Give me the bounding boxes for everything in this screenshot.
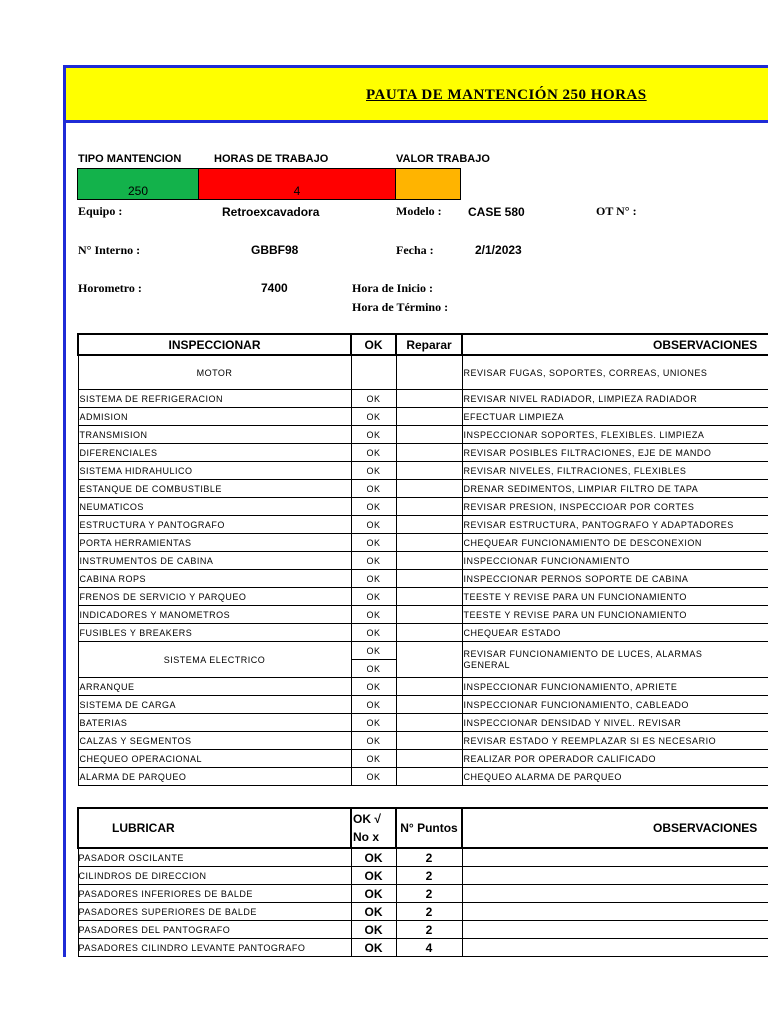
col-header-observaciones: OBSERVACIONES xyxy=(462,808,768,848)
repair-cell[interactable] xyxy=(396,696,462,714)
item-sistema-electrico: SISTEMA ELECTRICO xyxy=(78,642,351,678)
ok-cell[interactable]: OK xyxy=(351,732,396,750)
obs-cell: CHEQUEAR ESTADO xyxy=(462,624,768,642)
obs-cell: CHEQUEAR FUNCIONAMIENTO DE DESCONEXION xyxy=(462,534,768,552)
item-cell: CILINDROS DE DIRECCION xyxy=(78,867,351,885)
obs-line: GENERAL xyxy=(463,659,511,670)
repair-cell[interactable] xyxy=(396,768,462,786)
table-row xyxy=(78,516,768,534)
table-row xyxy=(78,678,768,696)
ok-cell[interactable]: OK xyxy=(351,921,396,939)
ok-legend: OK √ xyxy=(353,812,381,826)
ok-cell[interactable]: OK xyxy=(351,642,396,660)
ok-cell[interactable]: OK xyxy=(351,570,396,588)
ok-cell[interactable]: OK xyxy=(351,498,396,516)
no-legend: No x xyxy=(353,830,380,844)
ok-cell[interactable]: OK xyxy=(351,426,396,444)
obs-cell: INSPECCIONAR FUNCIONAMIENTO, CABLEADO xyxy=(462,696,768,714)
repair-cell[interactable] xyxy=(396,714,462,732)
obs-cell[interactable] xyxy=(462,903,768,921)
ok-cell[interactable]: OK xyxy=(351,444,396,462)
item-cell: INDICADORES Y MANOMETROS xyxy=(78,606,351,624)
points-cell: 2 xyxy=(396,903,462,921)
item-cell: CABINA ROPS xyxy=(78,570,351,588)
repair-cell[interactable] xyxy=(396,426,462,444)
ok-cell[interactable]: OK xyxy=(351,408,396,426)
obs-cell: REVISAR FUGAS, SOPORTES, CORREAS, UNIONES xyxy=(462,355,768,390)
ok-cell[interactable]: OK xyxy=(351,714,396,732)
repair-cell[interactable] xyxy=(396,588,462,606)
obs-cell[interactable] xyxy=(462,867,768,885)
horas-trabajo-label: HORAS DE TRABAJO xyxy=(214,153,329,165)
obs-cell: REVISAR POSIBLES FILTRACIONES, EJE DE MANDO xyxy=(462,444,768,462)
item-cell: PASADORES SUPERIORES DE BALDE xyxy=(78,903,351,921)
inspection-table xyxy=(77,333,768,786)
col-header-lubricar: LUBRICAR xyxy=(78,808,351,848)
points-cell: 2 xyxy=(396,885,462,903)
ok-cell[interactable]: OK xyxy=(351,624,396,642)
ok-cell[interactable]: OK xyxy=(351,660,396,678)
table-row xyxy=(78,390,768,408)
horas-trabajo-cell[interactable] xyxy=(198,168,396,200)
table-row xyxy=(78,355,768,390)
table-row xyxy=(78,732,768,750)
ok-cell[interactable] xyxy=(351,355,396,390)
item-cell: ADMISION xyxy=(78,408,351,426)
ok-cell[interactable]: OK xyxy=(351,588,396,606)
item-cell: ALARMA DE PARQUEO xyxy=(78,768,351,786)
table-row xyxy=(78,534,768,552)
item-cell: PORTA HERRAMIENTAS xyxy=(78,534,351,552)
obs-cell: REVISAR ESTRUCTURA, PANTOGRAFO Y ADAPTADORES xyxy=(462,516,768,534)
obs-cell[interactable] xyxy=(462,885,768,903)
obs-cell: REVISAR PRESION, INSPECCIOAR POR CORTES xyxy=(462,498,768,516)
interno-label: N° Interno : xyxy=(78,243,141,257)
repair-cell[interactable] xyxy=(396,624,462,642)
table-row xyxy=(78,867,768,885)
horas-trabajo-value: 4 xyxy=(293,184,301,198)
obs-line: REVISAR FUNCIONAMIENTO DE LUCES, ALARMAS xyxy=(463,648,703,659)
ok-cell[interactable]: OK xyxy=(351,848,396,867)
obs-cell: REVISAR NIVELES, FILTRACIONES, FLEXIBLES xyxy=(462,462,768,480)
table-row xyxy=(78,921,768,939)
tipo-mantencion-cell[interactable] xyxy=(77,168,199,200)
repair-cell[interactable] xyxy=(396,408,462,426)
ok-cell[interactable]: OK xyxy=(351,867,396,885)
table-row xyxy=(78,462,768,480)
item-cell: SISTEMA HIDRAHULICO xyxy=(78,462,351,480)
table-row xyxy=(78,624,768,642)
repair-cell[interactable] xyxy=(396,678,462,696)
repair-cell[interactable] xyxy=(396,552,462,570)
obs-cell: INSPECCIONAR FUNCIONAMIENTO, APRIETE xyxy=(462,678,768,696)
table-row xyxy=(78,552,768,570)
repair-cell[interactable] xyxy=(396,516,462,534)
modelo-value: CASE 580 xyxy=(468,205,525,219)
col-header-observaciones: OBSERVACIONES xyxy=(462,334,768,355)
ok-cell[interactable]: OK xyxy=(351,939,396,957)
col-header-reparar: Reparar xyxy=(396,334,462,355)
col-header-puntos: N° Puntos xyxy=(396,808,462,848)
obs-cell: INSPECCIONAR SOPORTES, FLEXIBLES. LIMPIEZA xyxy=(462,426,768,444)
table-row xyxy=(78,768,768,786)
table-row xyxy=(78,939,768,957)
fecha-value: 2/1/2023 xyxy=(475,243,522,257)
modelo-label: Modelo : xyxy=(396,204,442,218)
hora-inicio-label: Hora de Inicio : xyxy=(352,281,433,295)
table-row xyxy=(78,408,768,426)
obs-cell[interactable] xyxy=(462,939,768,957)
obs-cell xyxy=(462,642,768,678)
ok-cell[interactable]: OK xyxy=(351,606,396,624)
obs-cell: REALIZAR POR OPERADOR CALIFICADO xyxy=(462,750,768,768)
table-row xyxy=(78,480,768,498)
table-row xyxy=(78,426,768,444)
obs-cell: INSPECCIONAR DENSIDAD Y NIVEL. REVISAR xyxy=(462,714,768,732)
obs-cell: INSPECCIONAR FUNCIONAMIENTO xyxy=(462,552,768,570)
repair-cell[interactable] xyxy=(396,444,462,462)
table-row xyxy=(78,750,768,768)
item-cell: INSTRUMENTOS DE CABINA xyxy=(78,552,351,570)
ok-cell[interactable]: OK xyxy=(351,885,396,903)
table-row xyxy=(78,444,768,462)
obs-cell[interactable] xyxy=(462,921,768,939)
table-row xyxy=(78,642,768,660)
item-cell: PASADORES INFERIORES DE BALDE xyxy=(78,885,351,903)
points-cell: 2 xyxy=(396,921,462,939)
valor-trabajo-label: VALOR TRABAJO xyxy=(396,153,490,165)
interno-value: GBBF98 xyxy=(251,243,299,257)
table-row xyxy=(78,606,768,624)
repair-cell[interactable] xyxy=(396,750,462,768)
table-row xyxy=(78,696,768,714)
repair-cell[interactable] xyxy=(396,732,462,750)
obs-cell: TEESTE Y REVISE PARA UN FUNCIONAMIENTO xyxy=(462,606,768,624)
table-row xyxy=(78,885,768,903)
equipo-label: Equipo : xyxy=(78,204,123,218)
ok-cell[interactable]: OK xyxy=(351,696,396,714)
ok-cell[interactable]: OK xyxy=(351,552,396,570)
ok-cell[interactable]: OK xyxy=(351,516,396,534)
repair-cell[interactable] xyxy=(396,390,462,408)
ok-cell[interactable]: OK xyxy=(351,903,396,921)
ok-cell[interactable]: OK xyxy=(351,534,396,552)
title-bar xyxy=(66,65,768,123)
item-cell: ESTRUCTURA Y PANTOGRAFO xyxy=(78,516,351,534)
item-cell: DIFERENCIALES xyxy=(78,444,351,462)
horometro-label: Horometro : xyxy=(78,281,142,295)
table-row xyxy=(78,714,768,732)
ot-label: OT N° : xyxy=(596,204,637,218)
obs-cell: REVISAR NIVEL RADIADOR, LIMPIEZA RADIADOR xyxy=(462,390,768,408)
item-cell: PASADORES DEL PANTOGRAFO xyxy=(78,921,351,939)
repair-cell[interactable] xyxy=(396,606,462,624)
obs-cell: CHEQUEO ALARMA DE PARQUEO xyxy=(462,768,768,786)
ok-cell[interactable]: OK xyxy=(351,678,396,696)
item-cell: NEUMATICOS xyxy=(78,498,351,516)
item-cell: BATERIAS xyxy=(78,714,351,732)
item-cell: ARRANQUE xyxy=(78,678,351,696)
item-motor: MOTOR xyxy=(78,355,351,390)
page-title: PAUTA DE MANTENCIÓN 250 HORAS xyxy=(366,87,647,103)
item-cell: FRENOS DE SERVICIO Y PARQUEO xyxy=(78,588,351,606)
obs-cell[interactable] xyxy=(462,848,768,867)
item-cell: FUSIBLES Y BREAKERS xyxy=(78,624,351,642)
equipo-value: Retroexcavadora xyxy=(222,205,320,219)
ok-cell[interactable]: OK xyxy=(351,462,396,480)
item-cell: ESTANQUE DE COMBUSTIBLE xyxy=(78,480,351,498)
col-header-ok: OK xyxy=(351,334,396,355)
repair-cell[interactable] xyxy=(396,642,462,678)
item-cell: CALZAS Y SEGMENTOS xyxy=(78,732,351,750)
table-row xyxy=(78,588,768,606)
repair-cell[interactable] xyxy=(396,462,462,480)
repair-cell[interactable] xyxy=(396,480,462,498)
points-cell: 2 xyxy=(396,848,462,867)
obs-cell: REVISAR ESTADO Y REEMPLAZAR SI ES NECESARIO xyxy=(462,732,768,750)
item-cell: PASADORES CILINDRO LEVANTE PANTOGRAFO xyxy=(78,939,351,957)
item-cell: CHEQUEO OPERACIONAL xyxy=(78,750,351,768)
table-row xyxy=(78,903,768,921)
hora-termino-label: Hora de Término : xyxy=(352,300,449,314)
valor-trabajo-cell[interactable] xyxy=(395,168,461,200)
item-cell: SISTEMA DE REFRIGERACION xyxy=(78,390,351,408)
ok-cell[interactable]: OK xyxy=(351,750,396,768)
table-row xyxy=(78,498,768,516)
obs-cell: EFECTUAR LIMPIEZA xyxy=(462,408,768,426)
points-cell: 4 xyxy=(396,939,462,957)
repair-cell[interactable] xyxy=(396,498,462,516)
tipo-mantencion-value: 250 xyxy=(127,184,149,198)
repair-cell[interactable] xyxy=(396,570,462,588)
ok-cell[interactable]: OK xyxy=(351,768,396,786)
col-header-ok-no xyxy=(351,808,396,848)
lubrication-table xyxy=(77,807,768,957)
obs-cell: INSPECCIONAR PERNOS SOPORTE DE CABINA xyxy=(462,570,768,588)
horometro-value: 7400 xyxy=(261,281,288,295)
fecha-label: Fecha : xyxy=(396,243,434,257)
repair-cell[interactable] xyxy=(396,355,462,390)
item-cell: SISTEMA DE CARGA xyxy=(78,696,351,714)
repair-cell[interactable] xyxy=(396,534,462,552)
obs-cell: DRENAR SEDIMENTOS, LIMPIAR FILTRO DE TAPA xyxy=(462,480,768,498)
points-cell: 2 xyxy=(396,867,462,885)
col-header-inspeccionar: INSPECCIONAR xyxy=(78,334,351,355)
tipo-mantencion-label: TIPO MANTENCION xyxy=(78,153,182,165)
ok-cell[interactable]: OK xyxy=(351,390,396,408)
ok-cell[interactable]: OK xyxy=(351,480,396,498)
item-cell: TRANSMISION xyxy=(78,426,351,444)
table-row xyxy=(78,570,768,588)
obs-cell: TEESTE Y REVISE PARA UN FUNCIONAMIENTO xyxy=(462,588,768,606)
frame-left-border xyxy=(63,65,66,957)
item-cell: PASADOR OSCILANTE xyxy=(78,848,351,867)
table-row xyxy=(78,848,768,867)
